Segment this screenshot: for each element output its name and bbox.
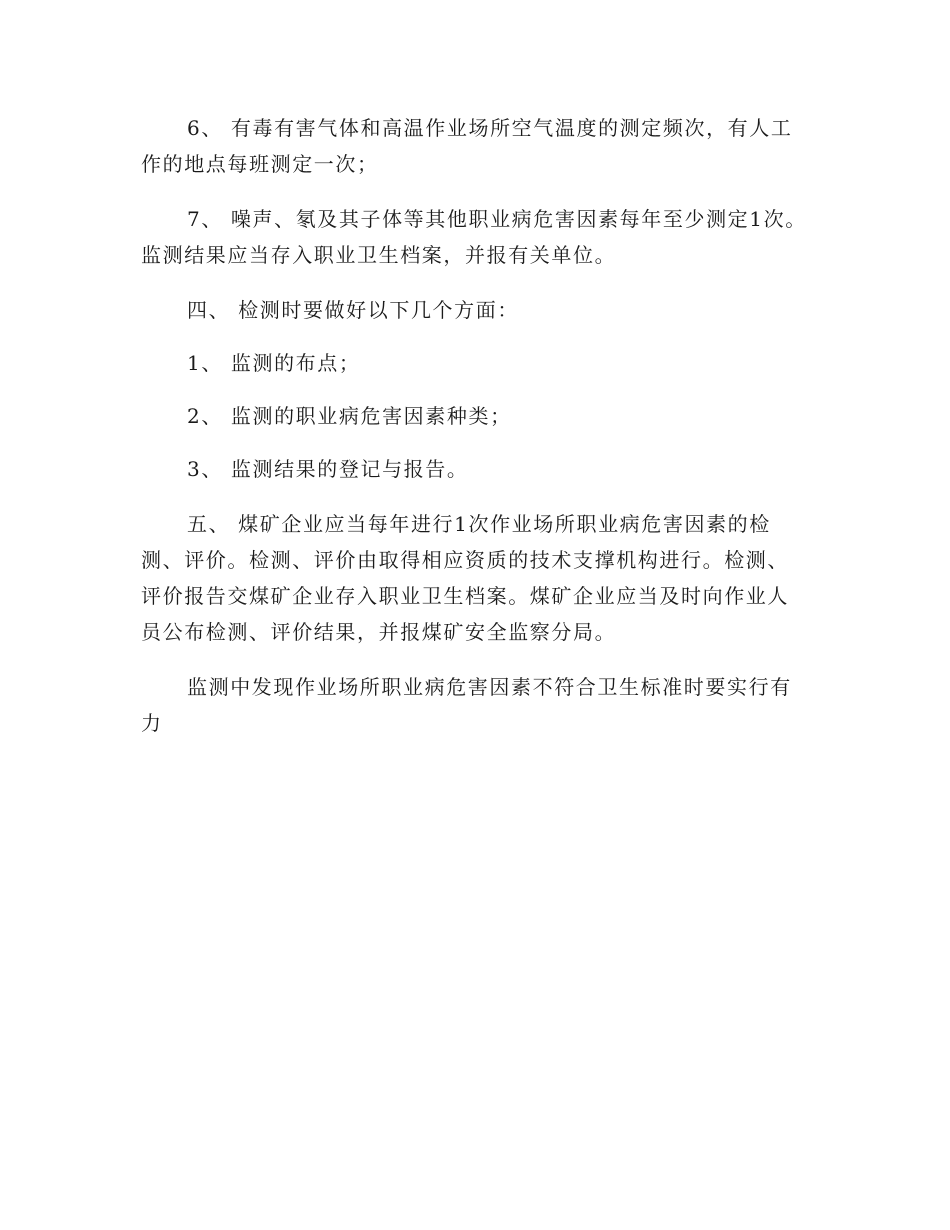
paragraph-item-6: 6、 有毒有害气体和高温作业场所空气温度的测定频次，有人工作的地点每班测定一次； (141, 116, 793, 176)
monitoring-paragraph: 监测中发现作业场所职业病危害因素不符合卫生标准时要实行有力 (141, 675, 792, 735)
list-item-1: 1、 监测的布点； (187, 351, 361, 375)
paragraph-item-7: 7、 噪声、氡及其子体等其他职业病危害因素每年至少测定1次。监测结果应当存入职业卫生档案，并报有关单位。 (141, 207, 807, 267)
list-item-2: 2、 监测的职业病危害因素种类； (187, 404, 512, 428)
list-item-3: 3、 监测结果的登记与报告。 (187, 457, 469, 481)
section-heading-4: 四、 检测时要做好以下几个方面： (187, 298, 519, 322)
document-body (141, 110, 807, 760)
section-paragraph-5: 五、 煤矿企业应当每年进行1次作业场所职业病危害因素的检测、评价。检测、评价由取得相应资质的技术支撑机构进行。检测、评价报告交煤矿企业存入职业卫生档案。煤矿企业应当及时向作业人员公布检测、评价结果，并报煤矿安全监察分局。 (141, 512, 789, 644)
